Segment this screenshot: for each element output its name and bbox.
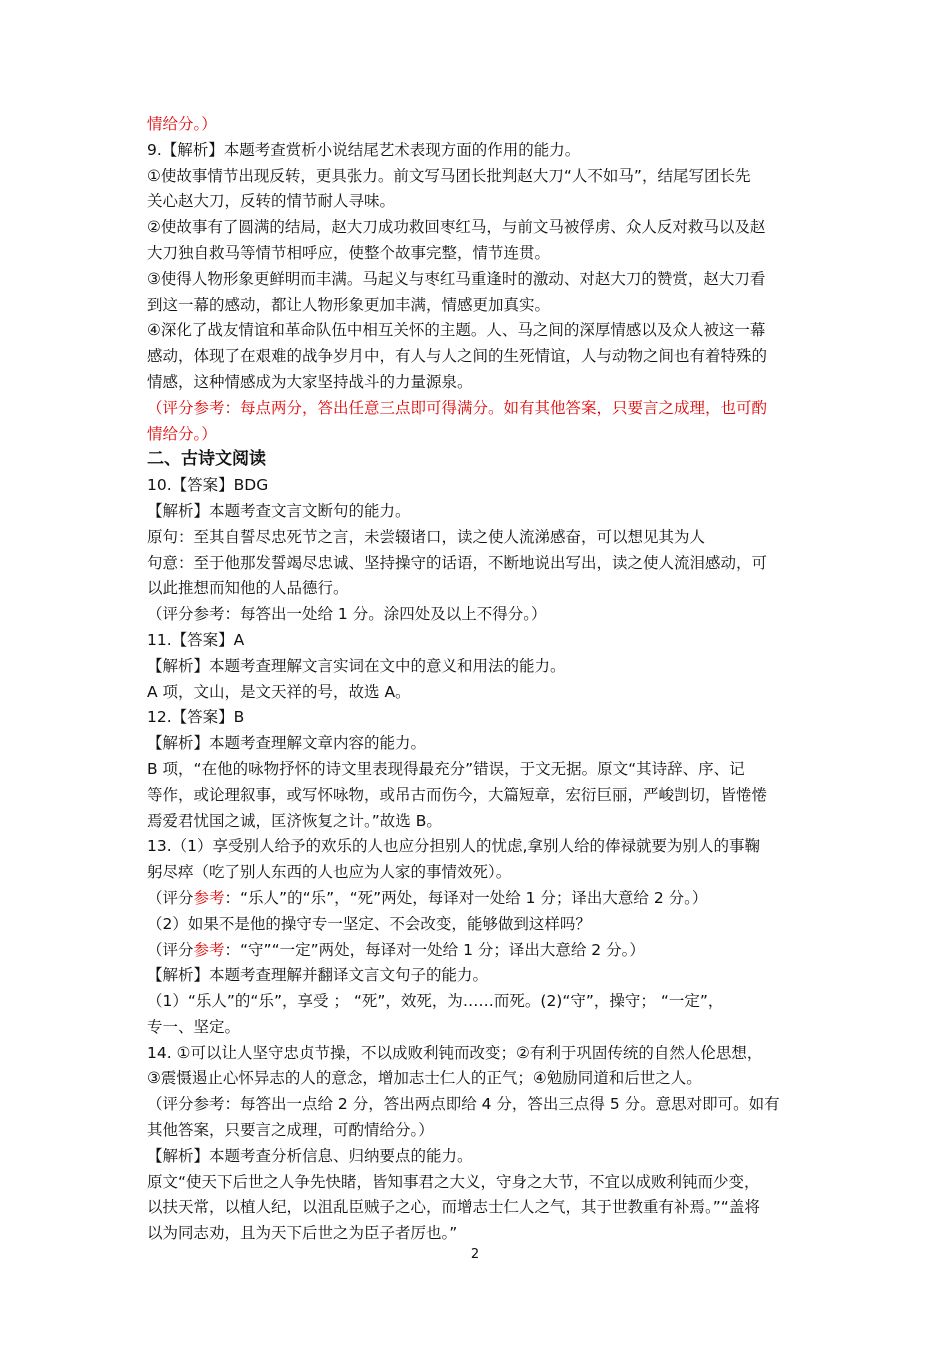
text-line: 到这一幕的感动，都让人物形象更加丰满，情感更加真实。 — [147, 295, 551, 314]
text-line: 躬尽瘁（吃了别人东西的人也应为人家的事情效死）。 — [147, 863, 512, 882]
text-line: （评分参考：每点两分，答出任意三点即可得满分。如有其他答案，只要言之成理，也可酌 — [147, 398, 768, 417]
highlight-text: 参考 — [193, 940, 225, 959]
text-line: 情感，这种情感成为大家坚持战斗的力量源泉。 — [147, 372, 473, 391]
text-line: 【解析】本题考查理解并翻译文言文句子的能力。 — [147, 966, 489, 985]
text-line: 13.（1）享受别人给予的欢乐的人也应分担别人的忧虑,拿别人给的俸禄就要为别人的事鞠 — [147, 837, 760, 856]
text-segment: （评分 — [147, 940, 194, 959]
text-line — [147, 886, 812, 912]
text-line: 【解析】本题考查分析信息、归纳要点的能力。 — [147, 1146, 473, 1165]
text-segment: （评分 — [147, 888, 194, 907]
text-line: 感动，体现了在艰难的战争岁月中，有人与人之间的生死情谊，人与动物之间也有着特殊的 — [147, 347, 768, 366]
text-line: 情给分。） — [147, 424, 217, 443]
text-line: 大刀独自救马等情节相呼应，使整个故事完整，情节连贯。 — [147, 243, 551, 262]
text-line: 原句：至其自誓尽忠死节之言，未尝辍诸口，读之使人流涕感奋，可以想见其为人 — [147, 527, 706, 546]
highlight-text: 参考 — [193, 888, 225, 907]
text-line: ③使得人物形象更鲜明而丰满。马起义与枣红马重逢时的激动、对赵大刀的赞赏，赵大刀看 — [147, 269, 766, 288]
text-line: 句意：至于他那发誓竭尽忠诚、坚持操守的话语，不断地说出写出，读之使人流泪感动，可 — [147, 553, 768, 572]
text-line: （2）如果不是他的操守专一坚定、不会改变，能够做到这样吗？ — [147, 914, 591, 933]
text-line: ④深化了战友情谊和革命队伍中相互关怀的主题。人、马之间的深厚情感以及众人被这一幕 — [147, 321, 766, 340]
text-line: ②使故事有了圆满的结局，赵大刀成功救回枣红马，与前文马被俘虏、众人反对救马以及赵 — [147, 218, 766, 237]
text-line: ①使故事情节出现反转，更具张力。前文写马团长批判赵大刀“人不如马”，结尾写团长先 — [147, 166, 751, 185]
section-heading: 二、古诗文阅读 — [147, 449, 266, 470]
document-body — [147, 112, 812, 1247]
text-line: 其他答案，只要言之成理，可酌情给分。） — [147, 1121, 434, 1140]
text-line: （1）“乐人”的“乐”，享受 ； “死”，效死，为……而死。(2)“守”，操守； “一定”， — [147, 992, 724, 1011]
text-line: 11.【答案】A — [147, 630, 245, 649]
text-line: 焉爱君忧国之诚，匡济恢复之计。”故选 B。 — [147, 811, 442, 830]
text-line: 专一、坚定。 — [147, 1017, 241, 1036]
text-line: 等作，或论理叙事，或写怀咏物，或吊古而伤今，大篇短章，宏衍巨丽，严峻剀切，皆惓惓 — [147, 785, 768, 804]
text-line: 10.【答案】BDG — [147, 476, 269, 495]
text-line — [147, 938, 812, 964]
text-line: ③震慑遏止心怀异志的人的意念，增加志士仁人的正气；④勉励同道和后世之人。 — [147, 1069, 702, 1088]
text-line: 14. ①可以让人坚守忠贞节操，不以成败利钝而改变；②有利于巩固传统的自然人伦思想， — [147, 1043, 763, 1062]
text-line: 情给分。） — [147, 115, 217, 133]
text-line: 以为同志劝，且为天下后世之为臣子者厉也。” — [147, 1224, 458, 1243]
text-line: B 项，“在他的咏物抒怀的诗文里表现得最充分”错误，于文无据。原文“其诗辞、序、记 — [147, 759, 745, 778]
text-line: 9.【解析】本题考查赏析小说结尾艺术表现方面的作用的能力。 — [147, 140, 581, 159]
text-line: 以此推想而知他的人品德行。 — [147, 579, 349, 598]
text-line: 原文“使天下后世之人争先快睹，皆知事君之大义，守身之大节，不宜以成败利钝而少变， — [147, 1172, 760, 1191]
text-line: 关心赵大刀，反转的情节耐人寻味。 — [147, 192, 396, 211]
page-number: 2 — [470, 1247, 480, 1262]
text-line: （评分参考：每答出一处给 1 分。涂四处及以上不得分。） — [147, 605, 547, 624]
text-line: （评分参考：每答出一点给 2 分，答出两点即给 4 分，答出三点得 5 分。意思对即可。如有 — [147, 1095, 780, 1114]
text-segment: ：“乐人”的“乐”，“死”两处，每译对一处给 1 分；译出大意给 2 分。） — [224, 888, 708, 907]
text-line: 以扶天常，以植人纪，以沮乱臣贼子之心，而增志士仁人之气，其于世教重有补焉。”“盖将 — [147, 1198, 760, 1217]
text-line: 12.【答案】B — [147, 708, 245, 727]
text-line: 【解析】本题考查文言文断句的能力。 — [147, 501, 411, 520]
text-line: A 项，文山，是文天祥的号，故选 A。 — [147, 682, 411, 701]
text-segment: ：“守”“一定”两处，每译对一处给 1 分；译出大意给 2 分。） — [224, 940, 645, 959]
text-line: 【解析】本题考查理解文章内容的能力。 — [147, 734, 427, 753]
text-line: 【解析】本题考查理解文言实词在文中的意义和用法的能力。 — [147, 656, 566, 675]
